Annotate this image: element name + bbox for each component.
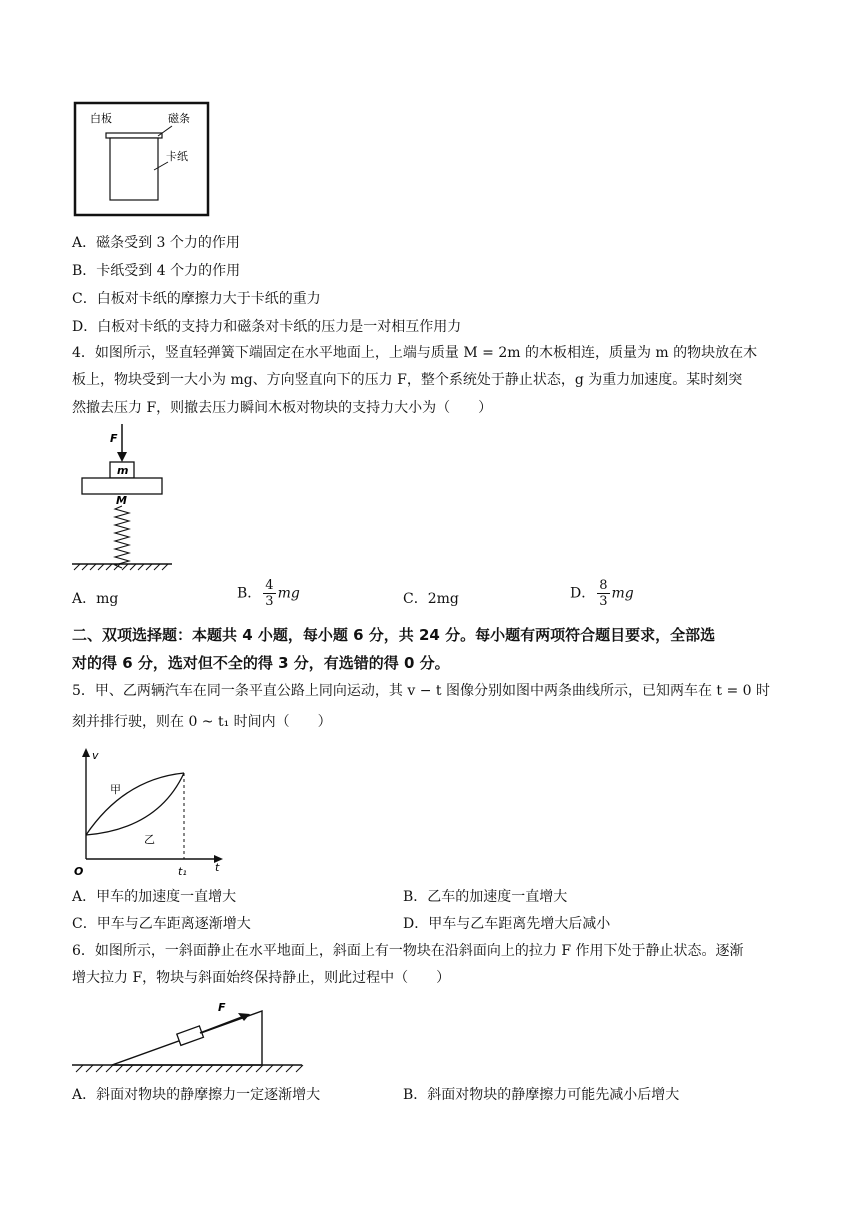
q4-stem-line2: 板上，物块受到一大小为 mg、方向竖直向下的压力 F，整个系统处于静止状态，g 为重力加速度。某时刻突 [72,372,743,388]
q5-stem-line1: 5．甲、乙两辆汽车在同一条平直公路上同向运动，其 v − t 图像分别如图中两条曲线所示，已知两车在 t = 0 时 [72,683,771,699]
q4-option-d-prefix: D． [570,585,596,602]
q4-stem-line1: 4．如图所示，竖直轻弹簧下端固定在水平地面上，上端与质量 M = 2m 的木板相连，质量为 m 的物块放在木 [72,345,758,361]
q4-option-b-suffix: mg [277,585,300,602]
q5-option-a: A．甲车的加速度一直增大 [72,889,237,905]
curve-jia [86,773,184,835]
whiteboard-figure [72,100,212,220]
fraction [263,578,275,609]
q5-option-c: C．甲车与乙车距离逐渐增大 [72,916,251,932]
q5-option-d: D．甲车与乙车距离先增大后减小 [403,916,611,932]
spring-board-figure [72,422,182,572]
q6-stem-line1: 6．如图所示，一斜面静止在水平地面上，斜面上有一物块在沿斜面向上的拉力 F 作用下处于静止状态。逐渐 [72,943,744,959]
incline-figure [72,995,312,1080]
curve-yi [86,773,184,835]
origin-label: O [74,865,84,878]
t-axis-label: t [215,861,220,874]
yi-label: 乙 [144,833,155,846]
fraction-numerator: 8 [599,578,608,593]
q4-option-b-prefix: B． [237,585,262,602]
magnet-label: 磁条 [168,112,190,125]
board-m-label: M [116,494,127,507]
jia-label: 甲 [110,783,121,796]
q3-option-d: D．白板对卡纸的支持力和磁条对卡纸的压力是一对相互作用力 [72,319,462,335]
q4-option-b [237,578,300,609]
v-axis-label: v [92,749,99,762]
section2-heading-line1: 二、双项选择题：本题共 4 小题，每小题 6 分，共 24 分。每小题有两项符合题目要求，全部选 [72,626,716,644]
q5-option-b: B．乙车的加速度一直增大 [403,889,568,905]
q4-option-c: C．2mg [403,591,459,607]
force-f-incline-label: F [218,1001,226,1014]
q4-option-d-suffix: mg [611,585,634,602]
fraction-denominator: 3 [599,594,608,609]
fraction-numerator: 4 [265,578,274,593]
q3-option-c: C．白板对卡纸的摩擦力大于卡纸的重力 [72,291,321,307]
fraction-denominator: 3 [265,594,274,609]
vt-graph-figure [72,747,232,882]
block-m-label: m [117,464,129,477]
q4-option-a: A．mg [72,591,119,607]
force-f-label: F [110,432,118,445]
q4-stem-line3: 然撤去压力 F，则撤去压力瞬间木板对物块的支持力大小为（ ） [72,400,493,416]
q6-stem-line2: 增大拉力 F，物块与斜面始终保持静止，则此过程中（ ） [72,970,451,986]
section2-heading-line2: 对的得 6 分，选对但不全的得 3 分，有选错的得 0 分。 [72,654,450,672]
board-label: 白板 [90,112,112,125]
q5-stem-line2: 刻并排行驶，则在 0 ~ t₁ 时间内（ ） [72,714,332,730]
q6-option-a: A．斜面对物块的静摩擦力一定逐渐增大 [72,1087,321,1103]
q4-option-d [570,578,634,609]
t1-label: t₁ [178,865,187,878]
fraction [597,578,609,609]
q3-option-a: A．磁条受到 3 个力的作用 [72,235,240,251]
card-label: 卡纸 [166,150,188,163]
q6-option-b: B．斜面对物块的静摩擦力可能先减小后增大 [403,1087,680,1103]
q3-option-b: B．卡纸受到 4 个力的作用 [72,263,241,279]
